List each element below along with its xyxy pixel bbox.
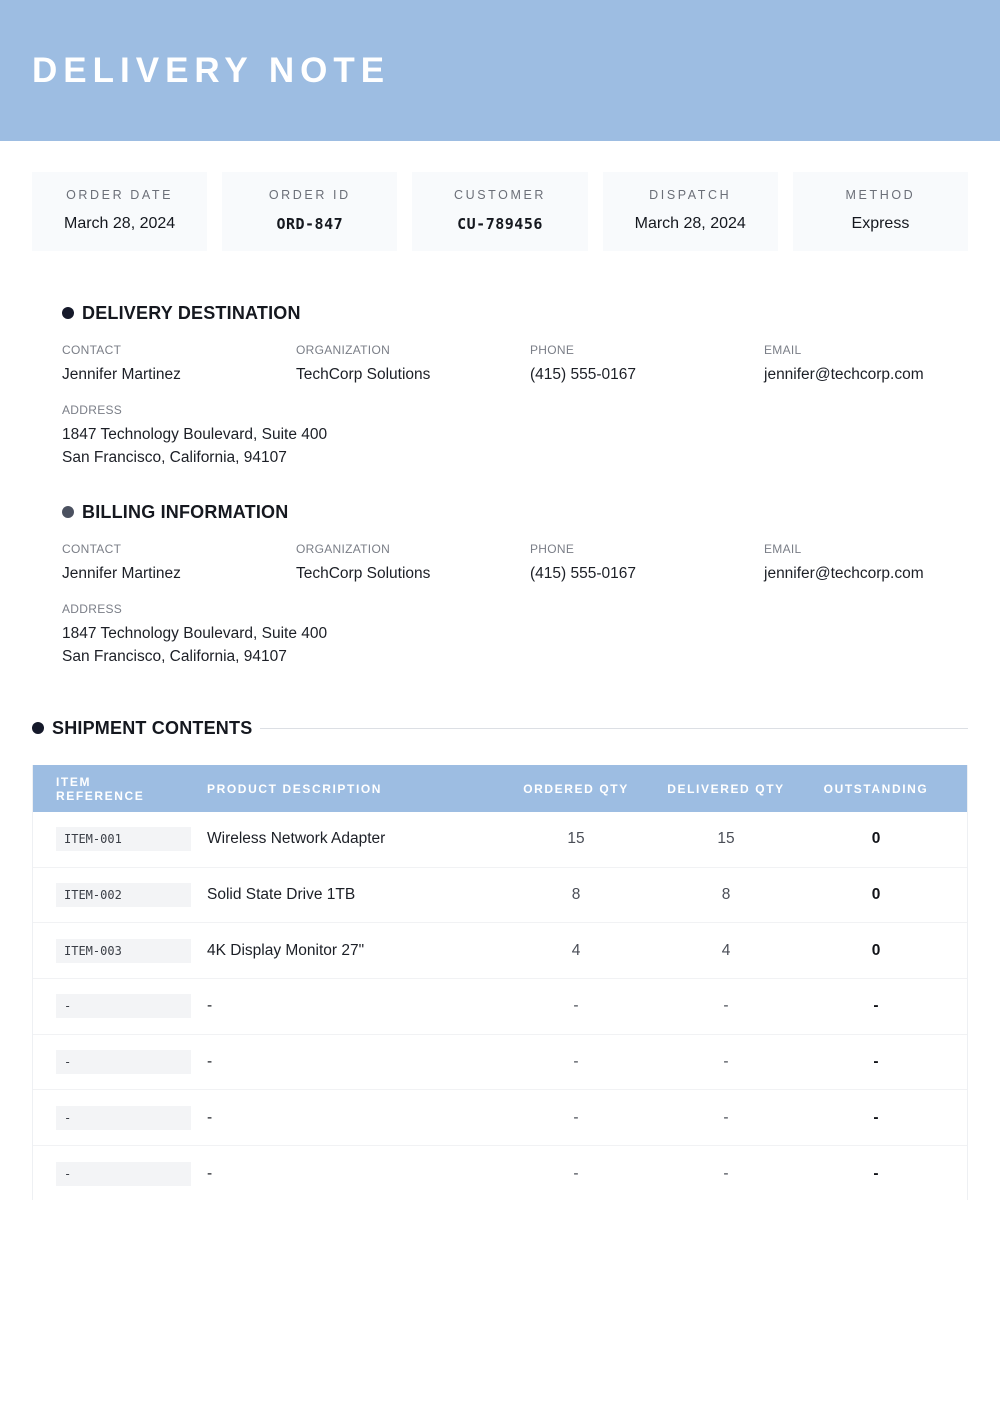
field-label: PHONE [530,343,575,357]
field-address [62,403,968,469]
meta-card-method [793,172,968,251]
column-header-outstanding: OUTSTANDING [823,781,929,796]
table-row [33,1146,967,1200]
bullet-dot-icon [32,722,44,734]
field-label: PHONE [530,542,575,556]
delivery-fields [62,343,968,385]
bullet-dot-icon [62,506,74,518]
meta-card-order-date [32,172,207,251]
cell-delivered: - [723,1053,729,1071]
address-line-1: 1847 Technology Boulevard, Suite 400 [62,426,328,443]
shipment-contents-heading [32,716,968,740]
field-label: ADDRESS [62,602,123,616]
field-value: TechCorp Solutions [296,366,431,383]
cell-delivered: - [723,997,729,1015]
item-ref-badge: - [56,994,191,1018]
table-row [33,868,967,924]
field-phone [530,542,764,584]
cell-outstanding: - [873,1108,879,1126]
section-title-text: SHIPMENT CONTENTS [52,717,253,738]
cell-description: Solid State Drive 1TB [207,886,356,904]
field-contact [62,542,296,584]
section-heading [62,500,968,524]
table-row [33,1035,967,1091]
section-heading [32,716,252,740]
cell-delivered: 4 [721,941,731,959]
cell-description: - [207,1164,213,1182]
cell-ref [33,1162,207,1186]
billing-fields [62,542,968,584]
cell-ref [33,1050,207,1074]
cell-description: - [207,1053,213,1071]
header-banner [0,0,1000,141]
cell-description: - [207,1108,213,1126]
field-value: jennifer@techcorp.com [764,565,924,582]
field-contact [62,343,296,385]
item-ref-badge: ITEM-002 [56,883,191,907]
field-value: jennifer@techcorp.com [764,366,924,383]
field-label: CONTACT [62,542,122,556]
meta-card-order-id [222,172,397,251]
meta-card-dispatch [603,172,778,251]
cell-outstanding: 0 [871,830,881,848]
field-organization [296,542,530,584]
field-value: Jennifer Martinez [62,366,181,383]
address-line-2: San Francisco, California, 94107 [62,449,287,466]
field-value: Jennifer Martinez [62,565,181,582]
cell-ref [33,827,207,851]
meta-label: METHOD [845,188,916,202]
field-email [764,343,968,385]
cell-ref [33,994,207,1018]
cell-outstanding: 0 [871,941,881,959]
item-ref-badge: - [56,1106,191,1130]
cell-ordered: - [573,1164,579,1182]
field-phone [530,343,764,385]
field-organization [296,343,530,385]
field-value: (415) 555-0167 [530,366,636,383]
cell-ordered: - [573,1053,579,1071]
billing-information-section [62,500,968,668]
meta-value: March 28, 2024 [64,215,176,232]
cell-ref [33,1106,207,1130]
field-label: ADDRESS [62,403,123,417]
cell-ordered: 8 [571,886,581,904]
field-value: TechCorp Solutions [296,565,431,582]
table-row [33,812,967,868]
address-line-1: 1847 Technology Boulevard, Suite 400 [62,625,328,642]
meta-label: ORDER DATE [66,188,174,202]
document-title: DELIVERY NOTE [32,51,391,90]
meta-label: DISPATCH [649,188,732,202]
bullet-dot-icon [62,307,74,319]
item-ref-badge: ITEM-003 [56,939,191,963]
order-meta-row [32,172,968,251]
heading-divider [260,728,968,729]
meta-card-customer [412,172,587,251]
field-label: ORGANIZATION [296,343,391,357]
column-header-delivered-qty: DELIVERED QTY [667,781,785,796]
meta-value: CU-789456 [457,215,543,233]
item-ref-badge: ITEM-001 [56,827,191,851]
cell-delivered: - [723,1108,729,1126]
table-row [33,979,967,1035]
field-email [764,542,968,584]
field-address [62,602,968,668]
table-row [33,1090,967,1146]
field-label: EMAIL [764,542,802,556]
item-ref-badge: - [56,1162,191,1186]
shipment-table [32,765,968,1200]
cell-description: - [207,997,213,1015]
meta-value: ORD-847 [276,215,344,233]
cell-ordered: 15 [567,830,585,848]
cell-delivered: 8 [721,886,731,904]
field-label: CONTACT [62,343,122,357]
cell-description: Wireless Network Adapter [207,830,386,848]
meta-label: ORDER ID [268,188,351,202]
cell-ref [33,939,207,963]
table-row [33,923,967,979]
meta-label: CUSTOMER [453,188,547,202]
field-label: ORGANIZATION [296,542,391,556]
cell-ordered: 4 [571,941,581,959]
item-ref-badge: - [56,1050,191,1074]
section-heading [62,301,968,325]
delivery-destination-section [62,301,968,469]
cell-description: 4K Display Monitor 27" [207,941,365,959]
cell-outstanding: - [873,1164,879,1182]
cell-ordered: - [573,997,579,1015]
cell-ordered: - [573,1108,579,1126]
cell-ref [33,883,207,907]
column-header-ordered-qty: ORDERED QTY [523,781,629,796]
cell-outstanding: 0 [871,886,881,904]
cell-outstanding: - [873,1053,879,1071]
field-value: (415) 555-0167 [530,565,636,582]
meta-value: March 28, 2024 [634,215,746,232]
cell-outstanding: - [873,997,879,1015]
field-label: EMAIL [764,343,802,357]
meta-value: Express [851,215,910,232]
section-title-text: BILLING INFORMATION [82,501,289,522]
table-header [33,765,967,812]
section-title-text: DELIVERY DESTINATION [82,302,301,323]
cell-delivered: 15 [717,830,735,848]
column-header-product-description: PRODUCT DESCRIPTION [207,781,383,796]
column-header-item-reference: ITEM REFERENCE [56,774,145,803]
address-line-2: San Francisco, California, 94107 [62,648,287,665]
cell-delivered: - [723,1164,729,1182]
